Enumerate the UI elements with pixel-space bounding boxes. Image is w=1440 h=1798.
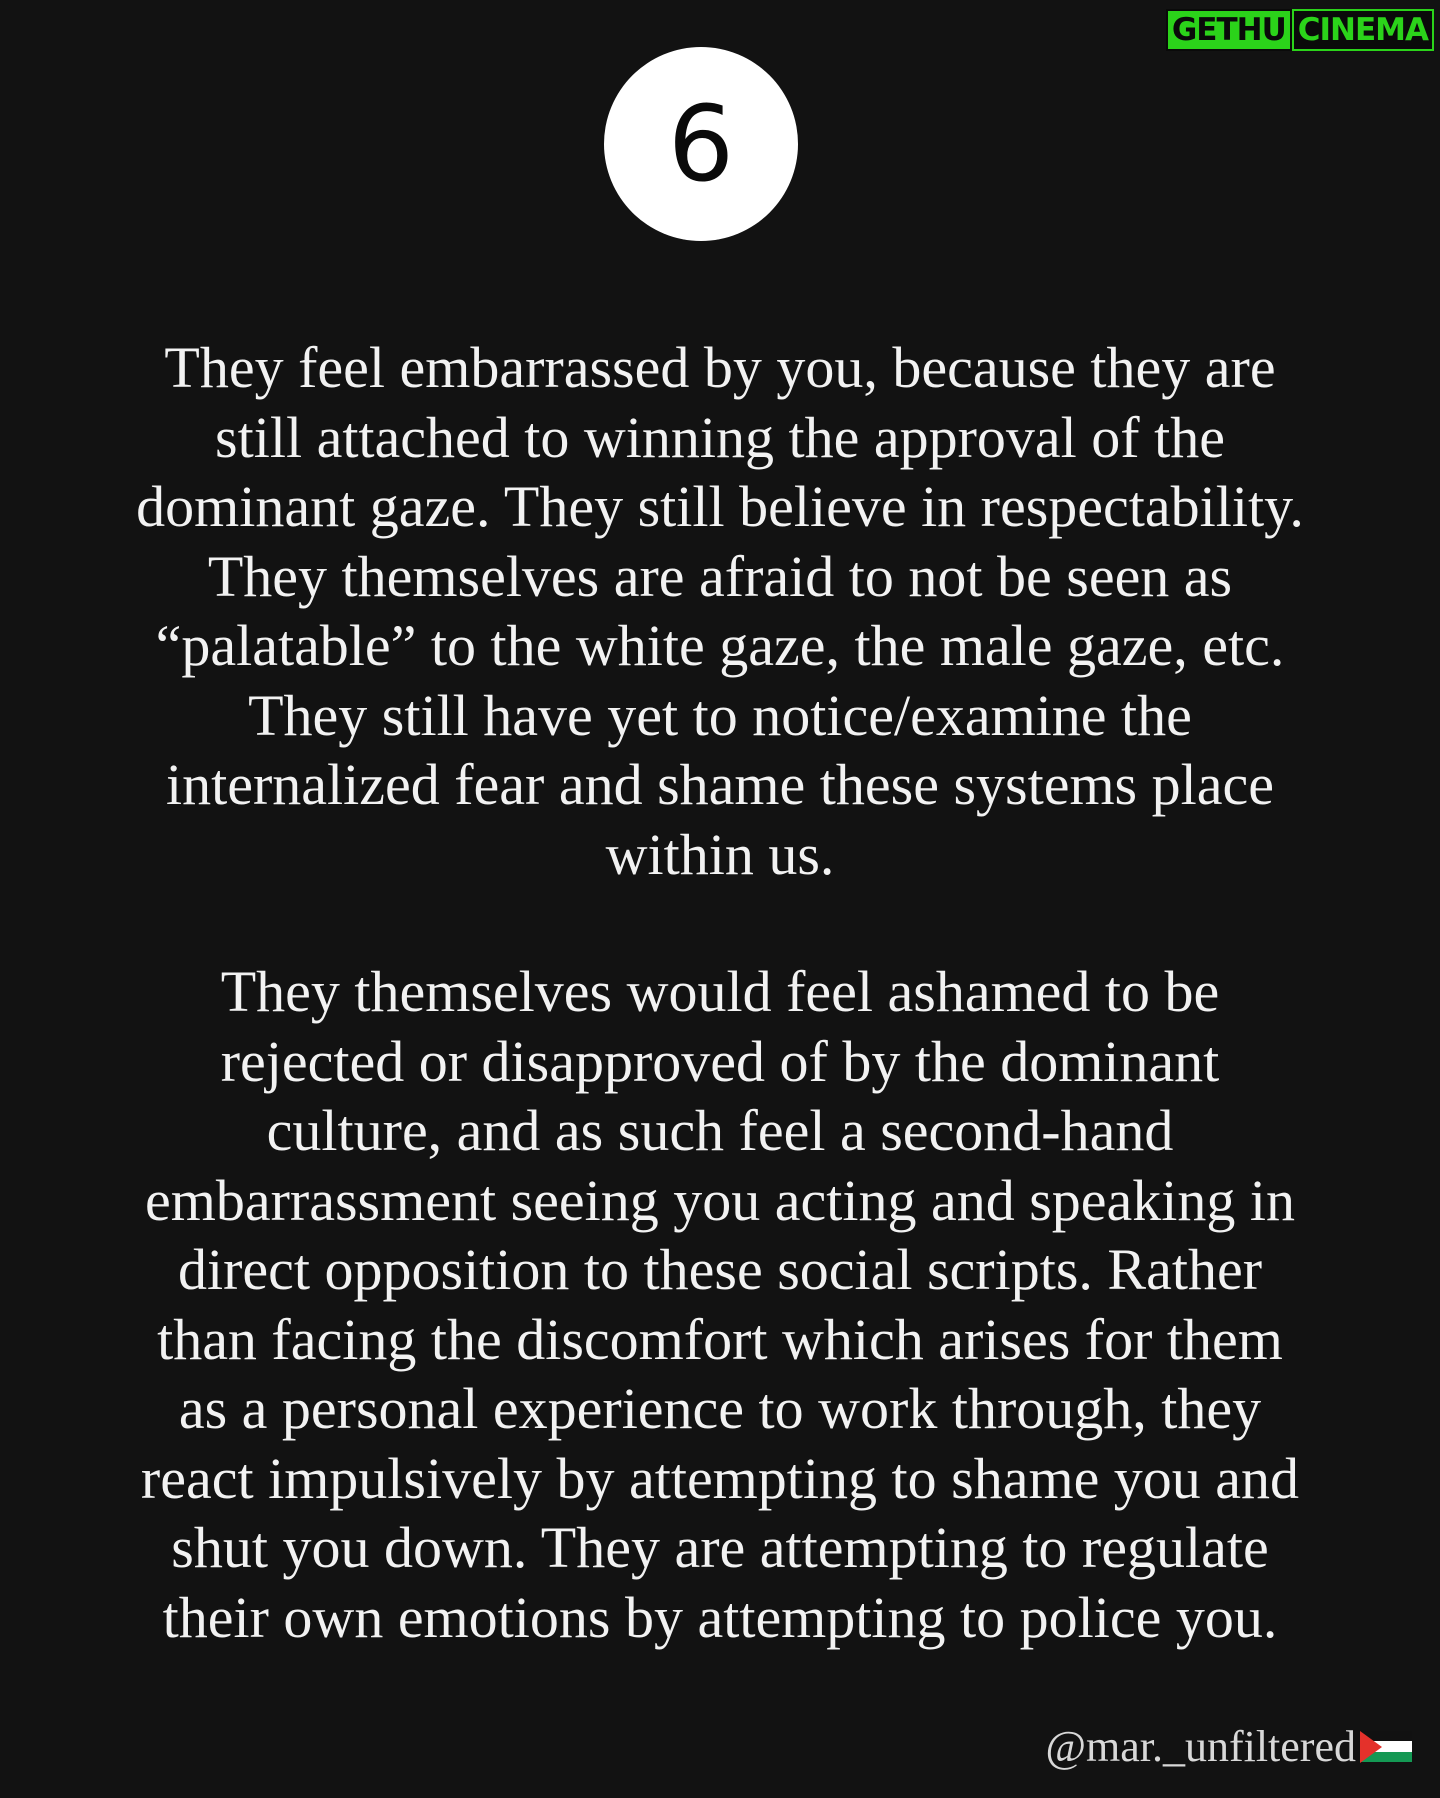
palestine-flag-icon — [1360, 1731, 1412, 1763]
watermark-right: CINEMA — [1292, 9, 1434, 51]
paragraph-1: They feel embarrassed by you, because they are still attached to winning the approval of the dominant gaze. They still believe in respectability. They themselves are afraid to not be seen as “palatable” to the white gaze, the male gaze, etc. They still have yet to notice/examine the internalized fear and shame these systems place within us. — [136, 335, 1304, 887]
slide-number-badge — [604, 47, 798, 241]
slide-number: 6 — [667, 83, 735, 205]
paragraph-2: They themselves would feel ashamed to be rejected or disapproved of by the dominant culture, and as such feel a second-hand embarrassment seeing you acting and speaking in direct opposition to these social scripts. Rather than facing the discomfort which arises for them as a personal experience to work through, they react impulsively by attempting to shame you and shut you down. They are attempting to regulate their own emotions by attempting to police you. — [140, 959, 1300, 1650]
handle-text: @mar._unfiltered — [1045, 1722, 1356, 1771]
watermark-logo — [1166, 11, 1434, 49]
watermark-left: GETHU — [1166, 9, 1292, 51]
author-handle — [1045, 1721, 1412, 1772]
